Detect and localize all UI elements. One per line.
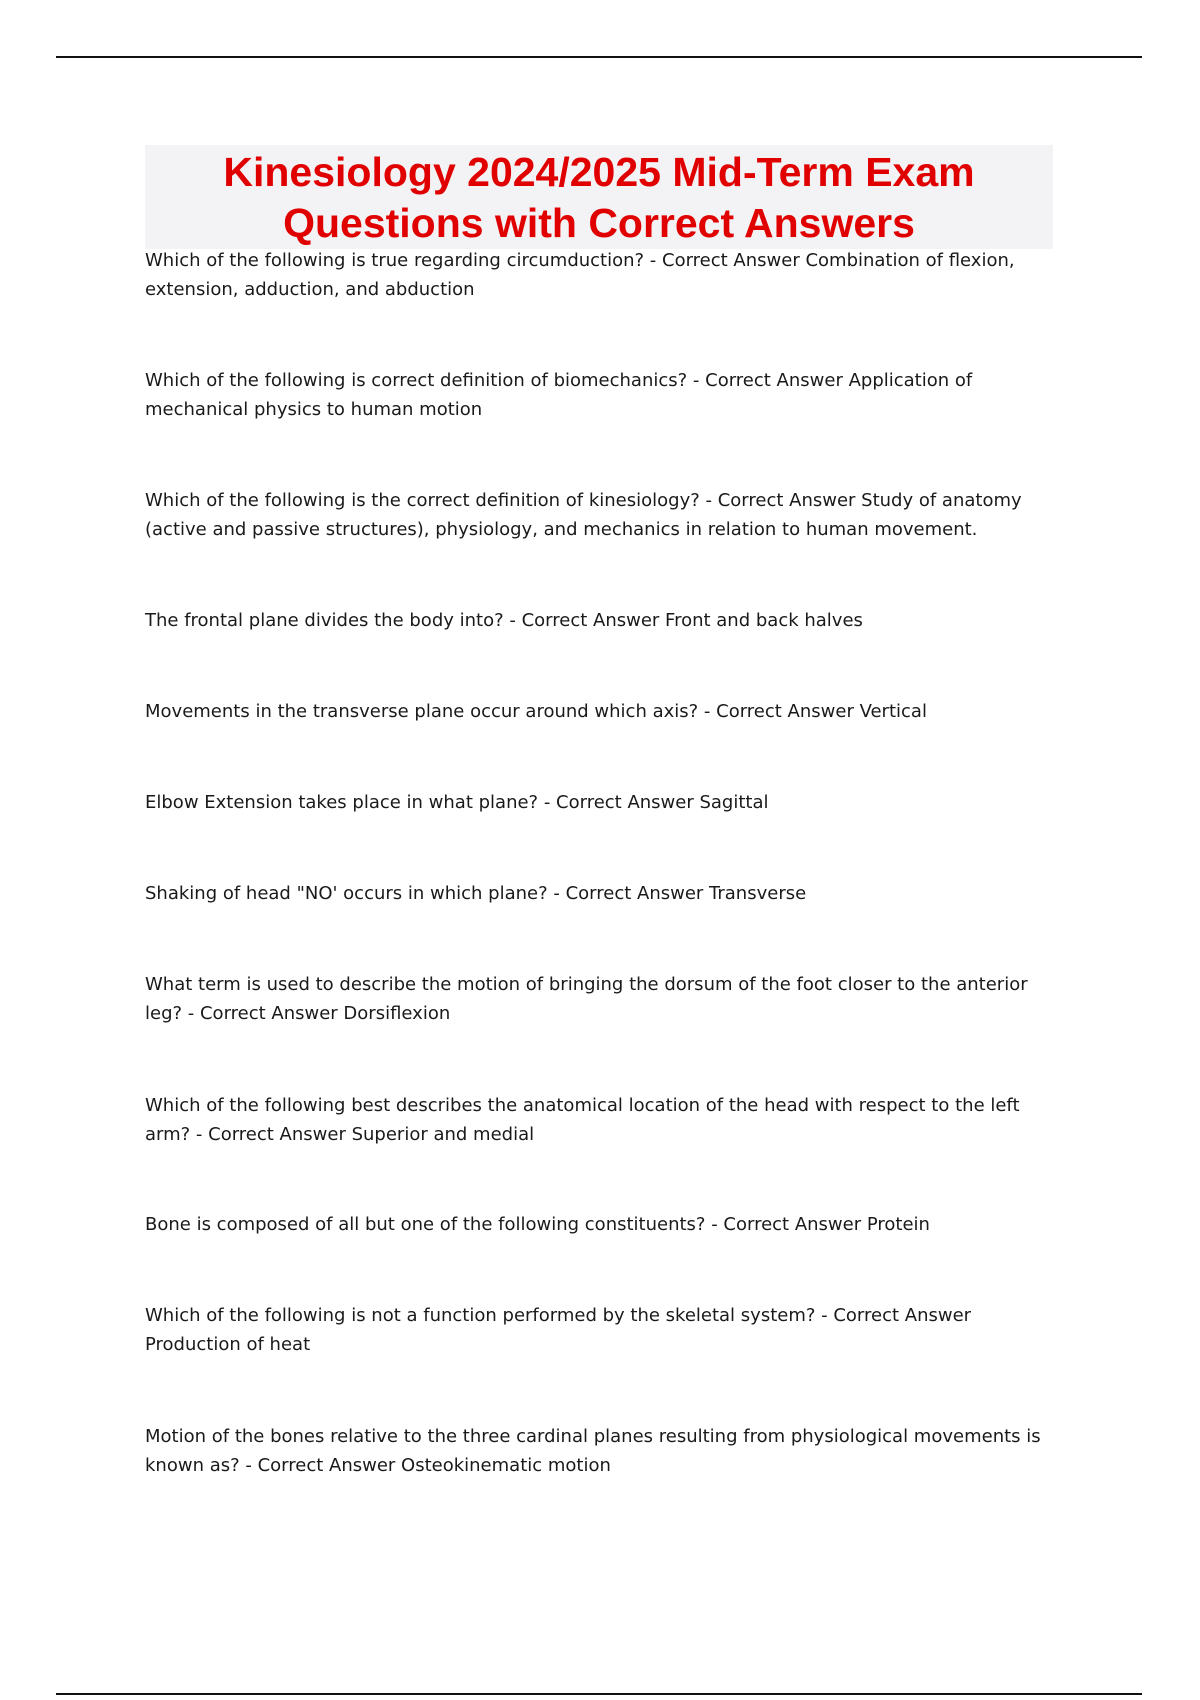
qa-item-11: Which of the following is not a function performed by the skeletal system? - Correct Answer Production of heat	[145, 1305, 972, 1355]
qa-item-1: Which of the following is true regarding circumduction? - Correct Answer Combination of flexion, extension, adduction, and abduction	[145, 250, 1015, 300]
qa-item-9: Which of the following best describes the anatomical location of the head with respect to the left arm? - Correct Answer Superior and medial	[145, 1095, 1020, 1145]
qa-item-5: Movements in the transverse plane occur around which axis? - Correct Answer Vertical	[145, 701, 927, 722]
title-line-2: Questions with Correct Answers	[283, 200, 915, 246]
qa-item-7: Shaking of head "NO' occurs in which plane? - Correct Answer Transverse	[145, 883, 807, 904]
qa-item-4: The frontal plane divides the body into? - Correct Answer Front and back halves	[145, 610, 863, 631]
qa-item-12: Motion of the bones relative to the three cardinal planes resulting from physiological movements is known as? - Correct Answer Osteokinematic motion	[145, 1426, 1041, 1476]
qa-item-10: Bone is composed of all but one of the following constituents? - Correct Answer Protein	[145, 1214, 930, 1235]
qa-item-6: Elbow Extension takes place in what plane? - Correct Answer Sagittal	[145, 792, 769, 813]
title-line-1: Kinesiology 2024/2025 Mid-Term Exam	[223, 149, 975, 195]
top-divider	[56, 56, 1142, 58]
document-title	[145, 145, 1053, 249]
qa-item-2: Which of the following is correct definition of biomechanics? - Correct Answer Application of mechanical physics to human motion	[145, 370, 973, 420]
qa-item-8: What term is used to describe the motion of bringing the dorsum of the foot closer to the anterior leg? - Correct Answer Dorsiflexion	[145, 974, 1028, 1024]
qa-item-3: Which of the following is the correct definition of kinesiology? - Correct Answer Study of anatomy (active and passive structures), physiology, and mechanics in relation to human movement.	[145, 490, 1022, 540]
bottom-divider	[56, 1693, 1142, 1695]
